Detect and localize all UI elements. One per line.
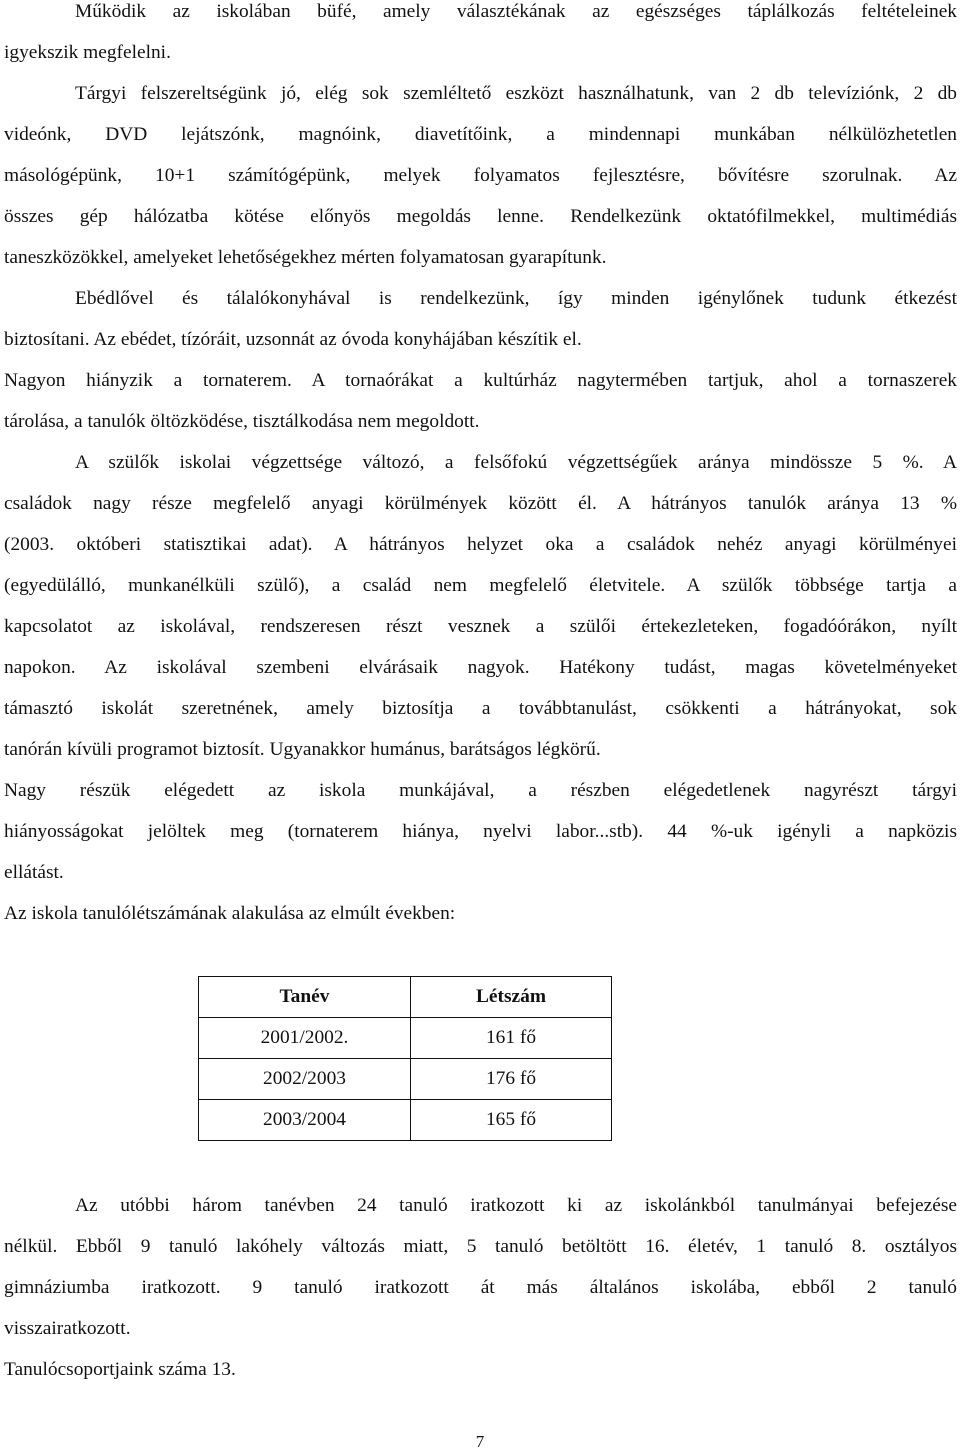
- table-header-row: [199, 977, 612, 1018]
- text-line: (2003. októberi statisztikai adat). A hátrányos helyzet oka a családok nehéz anyagi körülményei: [4, 534, 957, 555]
- table-row: [199, 1100, 612, 1141]
- text-line: gimnáziumba iratkozott. 9 tanuló iratkozott át más általános iskolába, ebből 2 tanuló: [4, 1277, 957, 1298]
- text-line: videónk, DVD lejátszónk, magnóink, diavetítőink, a mindennapi munkában nélkülözhetetlen: [4, 124, 957, 145]
- table-cell: 2001/2002.: [199, 1018, 411, 1059]
- text-line: taneszközökkel, amelyeket lehetőségekhez mérten folyamatosan gyarapítunk.: [4, 247, 607, 268]
- text-line: Ebédlővel és tálalókonyhával is rendelkezünk, így minden igénylőnek tudunk étkezést: [75, 288, 957, 309]
- text-line: A szülők iskolai végzettsége változó, a felsőfokú végzettségűek aránya mindössze 5 %. A: [75, 452, 957, 473]
- table-row: [199, 1059, 612, 1100]
- text-line: igyekszik megfelelni.: [4, 42, 171, 63]
- text-line: (egyedülálló, munkanélküli szülő), a család nem megfelelő életvitele. A szülők többsége tartja a: [4, 575, 957, 596]
- text-line: Tárgyi felszereltségünk jó, elég sok szemléltető eszközt használhatunk, van 2 db televíziónk, 2 db: [75, 83, 957, 104]
- text-line: Tanulócsoportjaink száma 13.: [4, 1359, 236, 1380]
- text-line: ellátást.: [4, 862, 64, 883]
- page-number: 7: [475, 1432, 485, 1451]
- text-line: másológépünk, 10+1 számítógépünk, melyek folyamatos fejlesztésre, bővítésre szorulnak. Az: [4, 165, 957, 186]
- table-cell: 2002/2003: [199, 1059, 411, 1100]
- text-line: összes gép hálózatba kötése előnyös megoldás lenne. Rendelkezünk oktatófilmekkel, multimédiás: [4, 206, 957, 227]
- text-line: visszairatkozott.: [4, 1318, 131, 1339]
- text-line: hiányosságokat jelöltek meg (tornaterem hiánya, nyelvi labor...stb). 44 %-uk igényli a napközis: [4, 821, 957, 842]
- header-cell-tanev: Tanév: [199, 977, 411, 1018]
- text-line: tanórán kívüli programot biztosít. Ugyanakkor humánus, barátságos légkörű.: [4, 739, 601, 760]
- text-line: kapcsolatot az iskolával, rendszeresen részt vesznek a szülői értekezleteken, fogadóórákon, nyílt: [4, 616, 957, 637]
- table-cell: 2003/2004: [199, 1100, 411, 1141]
- text-line: nélkül. Ebből 9 tanuló lakóhely változás miatt, 5 tanuló betöltött 16. életév, 1 tanuló 8. osztályos: [4, 1236, 957, 1257]
- text-line: biztosítani. Az ebédet, tízóráit, uzsonnát az óvoda konyhájában készítik el.: [4, 329, 582, 350]
- text-line: napokon. Az iskolával szembeni elvárásaik nagyok. Hatékony tudást, magas követelményeket: [4, 657, 957, 678]
- text-line: Működik az iskolában büfé, amely választékának az egészséges táplálkozás feltételeinek: [75, 1, 957, 22]
- text-line: Nagyon hiányzik a tornaterem. A tornaórákat a kultúrház nagytermében tartjuk, ahol a tornaszerek: [4, 370, 957, 391]
- table-cell: 165 fő: [411, 1100, 612, 1141]
- text-line: Az utóbbi három tanévben 24 tanuló iratkozott ki az iskolánkból tanulmányai befejezése: [75, 1195, 957, 1216]
- text-line: Az iskola tanulólétszámának alakulása az elmúlt években:: [4, 903, 456, 924]
- table-cell: 176 fő: [411, 1059, 612, 1100]
- header-cell-letszam: Létszám: [411, 977, 612, 1018]
- text-line: családok nagy része megfelelő anyagi körülmények között él. A hátrányos tanulók aránya 13 %: [4, 493, 957, 514]
- text-line: támasztó iskolát szeretnének, amely biztosítja a továbbtanulást, csökkenti a hátrányokat, sok: [4, 698, 957, 719]
- enrollment-table: [198, 976, 612, 1141]
- text-line: tárolása, a tanulók öltözködése, tisztálkodása nem megoldott.: [4, 411, 480, 432]
- table-cell: 161 fő: [411, 1018, 612, 1059]
- table-row: [199, 1018, 612, 1059]
- text-line: Nagy részük elégedett az iskola munkájával, a részben elégedetlenek nagyrészt tárgyi: [4, 780, 957, 801]
